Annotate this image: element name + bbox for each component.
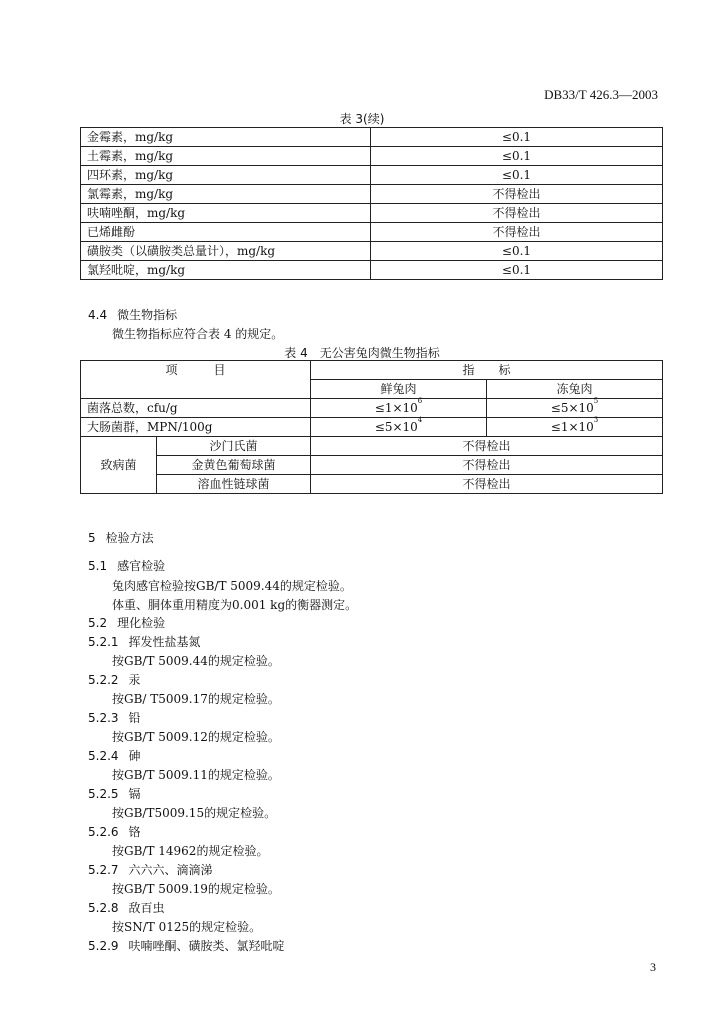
table-row <box>81 185 663 204</box>
section-5-1-line1: 兔肉感官检验按GB/T 5009.44的规定检验。 <box>112 579 352 593</box>
section-title: 汞 <box>128 673 141 687</box>
section-number: 5.2.2 <box>88 673 119 687</box>
section-title: 感官检验 <box>117 559 166 573</box>
table3-value: ≤0.1 <box>371 166 663 185</box>
section-title: 微生物指标 <box>117 308 178 322</box>
document-code: DB33/T 426.3—2003 <box>544 87 658 102</box>
section-title: 镉 <box>128 787 141 801</box>
section-title: 敌百虫 <box>128 901 165 915</box>
section-5-2-4-heading <box>88 747 151 764</box>
table3-value: ≤0.1 <box>371 147 663 166</box>
section-5-2-1-heading <box>88 633 211 650</box>
section-number: 5.2.5 <box>88 787 119 801</box>
table3-item: 呋喃唑酮，mg/kg <box>81 204 371 223</box>
value-exponent: 4 <box>417 416 423 424</box>
section-5-2-8-heading <box>88 899 175 916</box>
section-number: 5.2.1 <box>88 635 119 649</box>
table-row <box>81 399 663 418</box>
table-row <box>81 437 663 456</box>
table3 <box>80 127 663 280</box>
section-title: 砷 <box>128 749 141 763</box>
value-base: ≤1×10 <box>374 401 418 415</box>
table3-item: 土霉素，mg/kg <box>81 147 371 166</box>
section-title: 挥发性盐基氮 <box>128 635 201 649</box>
table-row <box>81 204 663 223</box>
table3-value: 不得检出 <box>371 223 663 242</box>
page-number: 3 <box>650 960 656 974</box>
table3-value: ≤0.1 <box>371 261 663 280</box>
table3-value: ≤0.1 <box>371 242 663 261</box>
section-number: 5.2.7 <box>88 863 119 877</box>
table4-caption: 表 4 无公害兔肉微生物指标 <box>284 346 440 360</box>
section-number: 5.2.8 <box>88 901 119 915</box>
table4-pathogen-name: 沙门氏菌 <box>157 437 311 456</box>
section-5-2-6-heading <box>88 823 151 840</box>
table3-item: 氯霉素，mg/kg <box>81 185 371 204</box>
section-5-heading <box>88 529 164 546</box>
table4-sub-fresh: 鲜兔肉 <box>311 380 487 399</box>
table-row <box>81 475 663 494</box>
section-5-2-5-heading <box>88 785 151 802</box>
value-exponent: 3 <box>593 416 599 424</box>
value-base: ≤1×10 <box>550 420 594 434</box>
section-5-2-2-text: 按GB/ T5009.17的规定检验。 <box>112 692 280 706</box>
table3-item: 已烯雌酚 <box>81 223 371 242</box>
table-row <box>81 223 663 242</box>
table-row <box>81 242 663 261</box>
section-5-2-5-text: 按GB/T5009.15的规定检验。 <box>112 806 277 820</box>
table4-fresh-value <box>311 399 487 418</box>
section-5-2-6-text: 按GB/T 14962的规定检验。 <box>112 844 269 858</box>
section-number: 5.2.3 <box>88 711 119 725</box>
table4-frozen-value <box>487 418 663 437</box>
section-title: 铬 <box>128 825 141 839</box>
table3-caption: 表 3(续) <box>339 112 385 126</box>
table3-item: 磺胺类（以磺胺类总量计），mg/kg <box>81 242 371 261</box>
section-title: 铅 <box>128 711 141 725</box>
value-base: ≤5×10 <box>374 420 418 434</box>
section-number: 5.2.6 <box>88 825 119 839</box>
section-number: 5 <box>88 531 96 545</box>
section-title: 六六六、滴滴涕 <box>128 863 213 877</box>
section-number: 4.4 <box>88 308 108 322</box>
table-row <box>81 456 663 475</box>
section-5-2-heading <box>88 614 175 631</box>
section-5-2-1-text: 按GB/T 5009.44的规定检验。 <box>112 654 280 668</box>
section-5-2-2-heading <box>88 671 151 688</box>
section-4-4-heading <box>88 306 187 323</box>
table3-value: 不得检出 <box>371 185 663 204</box>
section-title: 理化检验 <box>117 616 166 630</box>
section-5-2-7-heading <box>88 861 223 878</box>
section-number: 5.1 <box>88 559 108 573</box>
section-number: 5.2.4 <box>88 749 119 763</box>
table4-pathogen-name: 金黄色葡萄球菌 <box>157 456 311 475</box>
table3-value: ≤0.1 <box>371 128 663 147</box>
table4-pathogen-value: 不得检出 <box>311 456 663 475</box>
value-exponent: 6 <box>417 397 423 405</box>
table4-pathogen-label: 致病菌 <box>81 437 157 494</box>
section-number: 5.2 <box>88 616 108 630</box>
table3-value: 不得检出 <box>371 204 663 223</box>
section-5-2-8-text: 按SN/T 0125的规定检验。 <box>112 920 262 934</box>
section-5-1-line2: 体重、胴体重用精度为0.001 kg的衡器测定。 <box>112 598 358 612</box>
value-base: ≤5×10 <box>550 401 594 415</box>
table3-item: 氯羟吡啶，mg/kg <box>81 261 371 280</box>
section-5-2-7-text: 按GB/T 5009.19的规定检验。 <box>112 882 280 896</box>
table4-head-index: 指 标 <box>311 361 663 380</box>
table4-sub-frozen: 冻兔肉 <box>487 380 663 399</box>
section-4-4-text: 微生物指标应符合表 4 的规定。 <box>112 327 284 341</box>
section-5-2-9-heading <box>88 937 295 954</box>
table3-item: 金霉素，mg/kg <box>81 128 371 147</box>
section-title: 呋喃唑酮、磺胺类、氯羟吡啶 <box>128 939 285 953</box>
table4-pathogen-value: 不得检出 <box>311 475 663 494</box>
table4-item: 大肠菌群，MPN/100g <box>81 418 311 437</box>
section-number: 5.2.9 <box>88 939 119 953</box>
table4-head-item: 项 目 <box>81 361 311 399</box>
table4-frozen-value <box>487 399 663 418</box>
value-exponent: 5 <box>593 397 599 405</box>
section-5-1-heading <box>88 557 175 574</box>
table4-fresh-value <box>311 418 487 437</box>
table4 <box>80 360 663 494</box>
table4-pathogen-value: 不得检出 <box>311 437 663 456</box>
table3-item: 四环素，mg/kg <box>81 166 371 185</box>
section-5-2-3-text: 按GB/T 5009.12的规定检验。 <box>112 730 280 744</box>
section-title: 检验方法 <box>105 531 154 545</box>
table-header-row <box>81 361 663 380</box>
section-5-2-3-heading <box>88 709 151 726</box>
table-row <box>81 166 663 185</box>
table-row <box>81 147 663 166</box>
table-row <box>81 261 663 280</box>
table4-item: 菌落总数，cfu/g <box>81 399 311 418</box>
section-5-2-4-text: 按GB/T 5009.11的规定检验。 <box>112 768 280 782</box>
table4-pathogen-name: 溶血性链球菌 <box>157 475 311 494</box>
table-row <box>81 128 663 147</box>
table-row <box>81 418 663 437</box>
